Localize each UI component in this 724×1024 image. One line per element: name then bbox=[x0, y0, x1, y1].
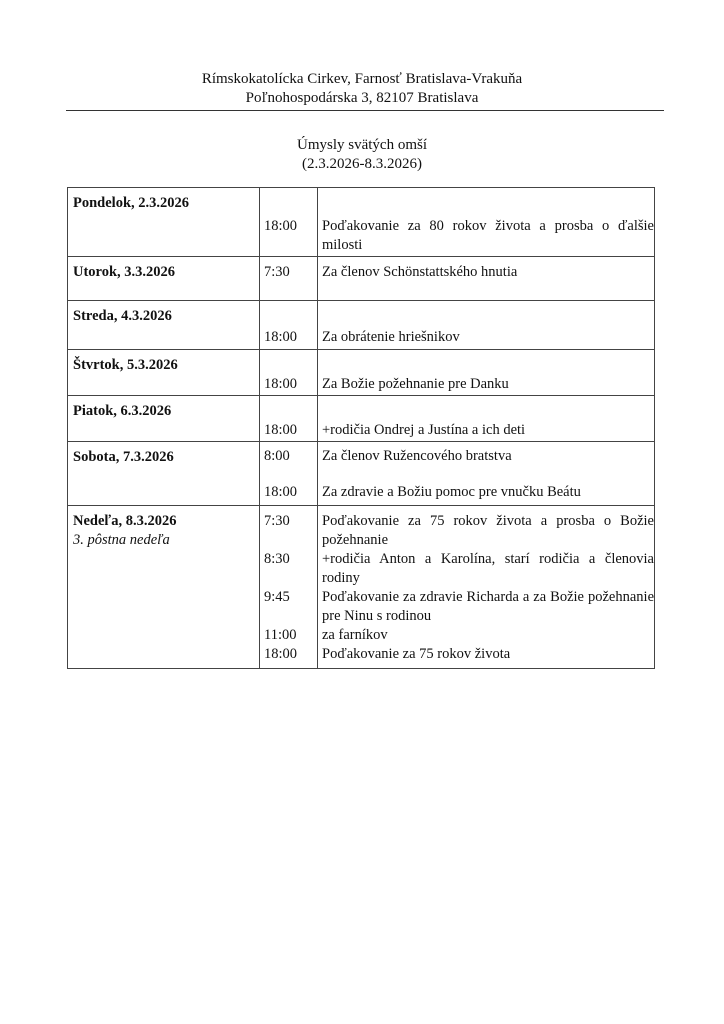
column-divider bbox=[317, 257, 318, 300]
table-row bbox=[67, 300, 655, 349]
mass-time: 7:30 bbox=[264, 513, 290, 529]
mass-intention: Poďakovanie za zdravie Richarda a za Božie požehnanie pre Ninu s rodinou bbox=[322, 589, 654, 624]
table-row bbox=[67, 395, 655, 441]
column-divider bbox=[259, 257, 260, 300]
mass-time: 11:00 bbox=[264, 627, 297, 643]
mass-intention: Za členov Schönstattského hnutia bbox=[322, 264, 518, 280]
mass-intention: Poďakovanie za 80 rokov života a prosba o ďalšie milosti bbox=[322, 218, 654, 253]
mass-intention: Poďakovanie za 75 rokov života bbox=[322, 646, 511, 662]
day-label: Štvrtok, 5.3.2026 bbox=[73, 357, 178, 373]
mass-intention: Za obrátenie hriešnikov bbox=[322, 329, 460, 345]
document-title: Úmysly svätých omší bbox=[297, 137, 427, 153]
mass-intention: Za členov Ružencového bratstva bbox=[322, 448, 512, 464]
day-label: Streda, 4.3.2026 bbox=[73, 308, 172, 324]
mass-time: 8:00 bbox=[264, 448, 290, 464]
table-row bbox=[67, 505, 655, 669]
mass-intention: Za zdravie a Božiu pomoc pre vnučku Beátu bbox=[322, 484, 581, 500]
mass-time: 8:30 bbox=[264, 551, 290, 567]
column-divider bbox=[317, 350, 318, 395]
mass-time: 18:00 bbox=[264, 646, 298, 662]
day-label: Piatok, 6.3.2026 bbox=[73, 403, 172, 419]
column-divider bbox=[259, 442, 260, 505]
mass-intention: Za Božie požehnanie pre Danku bbox=[322, 376, 509, 392]
mass-intention: +rodičia Anton a Karolína, starí rodičia a členovia rodiny bbox=[322, 551, 654, 586]
day-label: Pondelok, 2.3.2026 bbox=[73, 195, 190, 211]
mass-intentions-table bbox=[67, 187, 655, 669]
mass-time: 7:30 bbox=[264, 264, 290, 280]
column-divider bbox=[259, 506, 260, 668]
column-divider bbox=[317, 506, 318, 668]
day-label: Sobota, 7.3.2026 bbox=[73, 449, 174, 465]
header-divider bbox=[66, 110, 664, 111]
mass-intention: +rodičia Ondrej a Justína a ich deti bbox=[322, 422, 526, 438]
date-range: (2.3.2026-8.3.2026) bbox=[302, 156, 422, 172]
column-divider bbox=[259, 396, 260, 441]
column-divider bbox=[259, 188, 260, 256]
mass-intention: Poďakovanie za 75 rokov života a prosba o Božie požehnanie bbox=[322, 513, 654, 548]
table-row bbox=[67, 441, 655, 505]
column-divider bbox=[317, 188, 318, 256]
column-divider bbox=[317, 442, 318, 505]
mass-time: 18:00 bbox=[264, 376, 298, 392]
column-divider bbox=[259, 301, 260, 349]
day-label: Utorok, 3.3.2026 bbox=[73, 264, 176, 280]
table-row bbox=[67, 349, 655, 395]
mass-time: 18:00 bbox=[264, 422, 298, 438]
day-label: Nedeľa, 8.3.2026 bbox=[73, 513, 177, 529]
parish-name: Rímskokatolícka Cirkev, Farnosť Bratislava-Vrakuňa bbox=[201, 71, 523, 87]
column-divider bbox=[317, 301, 318, 349]
liturgical-day-label: 3. pôstna nedeľa bbox=[73, 532, 170, 548]
mass-time: 18:00 bbox=[264, 484, 298, 500]
table-row bbox=[67, 187, 655, 256]
mass-intention: za farníkov bbox=[322, 627, 388, 643]
mass-time: 9:45 bbox=[264, 589, 290, 605]
column-divider bbox=[259, 350, 260, 395]
parish-address: Poľnohospodárska 3, 82107 Bratislava bbox=[245, 90, 479, 106]
mass-time: 18:00 bbox=[264, 329, 298, 345]
column-divider bbox=[317, 396, 318, 441]
table-row bbox=[67, 256, 655, 300]
mass-time: 18:00 bbox=[264, 218, 298, 234]
